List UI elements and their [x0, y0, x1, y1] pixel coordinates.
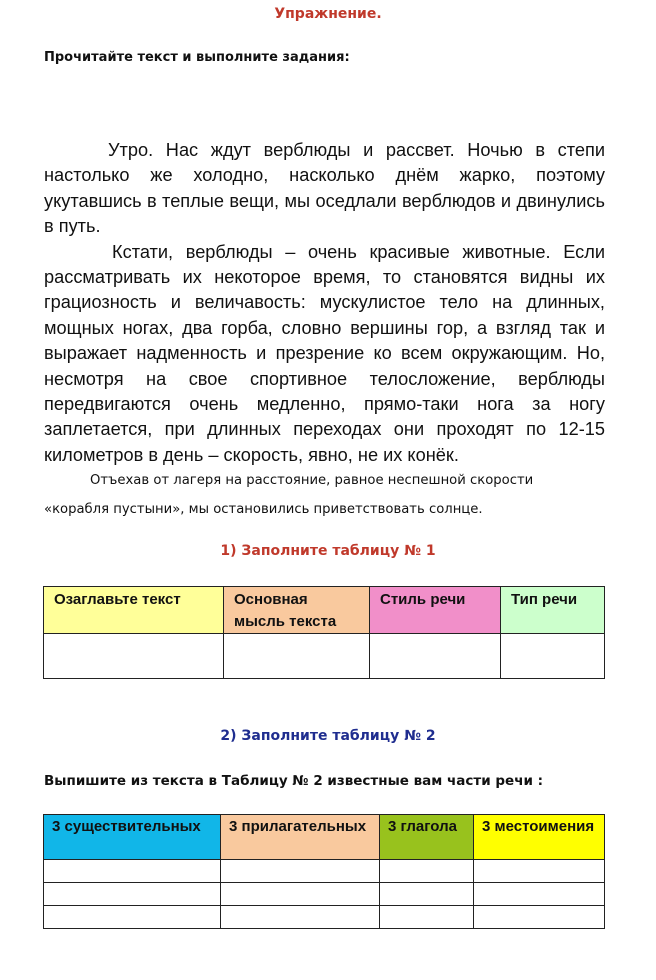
task-2-instruction: Выпишите из текста в Таблицу № 2 известные вам части речи :	[44, 773, 544, 789]
table-1-answer-cell[interactable]	[501, 634, 605, 679]
table-1-header-speech-type	[501, 587, 605, 634]
table-1-header-title	[44, 587, 224, 634]
table-1-header-main-idea	[224, 587, 370, 634]
table-2-header-verbs-label: 3 глагола	[388, 818, 457, 835]
table-2-answer-cell[interactable]	[221, 883, 380, 906]
table-1-answer-cell[interactable]	[44, 634, 224, 679]
table-2-answer-cell[interactable]	[44, 906, 221, 929]
table-2-answer-cell[interactable]	[44, 860, 221, 883]
table-row	[44, 860, 605, 883]
table-1-answer-cell[interactable]	[370, 634, 501, 679]
table-1-answer-cell[interactable]	[224, 634, 370, 679]
table-row	[44, 883, 605, 906]
table-2-header-nouns	[44, 815, 221, 860]
table-2-answer-cell[interactable]	[474, 906, 605, 929]
table-1-header-row	[44, 587, 605, 634]
table-1-header-main-idea-label: Основная мысль текста	[234, 591, 337, 630]
exercise-title: Упражнение.	[274, 6, 382, 22]
table-1-header-speech-style	[370, 587, 501, 634]
table-1-header-speech-type-label: Тип речи	[511, 591, 578, 608]
table-2-answer-cell[interactable]	[221, 860, 380, 883]
table-2-answer-cell[interactable]	[380, 906, 474, 929]
table-2-header-pronouns	[474, 815, 605, 860]
text-paragraph-2: Кстати, верблюды – очень красивые животные. Если рассматривать их некоторое время, то становятся видны их грациозность и величавость: мускулистое тело на длинных, мощных ногах, два горба, словно вершины гор, а взгляд так и выражает надменность и презрение ко всем окружающим. Но, несмотря на свое спортивное телосложение, верблюды передвигаются очень медленно, прямо-таки нога за ногу заплетается, при длинных переходах они проходят по 12-15 километров в день – скорость, явно, не их конёк.	[44, 241, 605, 465]
table-row	[44, 634, 605, 679]
table-2-answer-cell[interactable]	[474, 860, 605, 883]
table-2-header-pronouns-label: 3 местоимения	[482, 818, 595, 835]
table-2-answer-cell[interactable]	[380, 860, 474, 883]
table-2-answer-cell[interactable]	[380, 883, 474, 906]
table-2-answer-cell[interactable]	[44, 883, 221, 906]
text-paragraph-3-line-2: «корабля пустыни», мы остановились приветствовать солнце.	[44, 502, 483, 517]
reading-instruction: Прочитайте текст и выполните задания:	[44, 50, 350, 65]
table-2-header-adjectives	[221, 815, 380, 860]
table-1	[43, 586, 605, 679]
table-row	[44, 906, 605, 929]
text-paragraph-3-line-1: Отъехав от лагеря на расстояние, равное неспешной скорости	[90, 473, 534, 488]
table-2-answer-cell[interactable]	[474, 883, 605, 906]
table-2-header-adjectives-label: 3 прилагательных	[229, 818, 367, 835]
table-1-header-title-label: Озаглавьте текст	[54, 591, 181, 608]
table-2-header-row	[44, 815, 605, 860]
reading-text	[44, 138, 605, 468]
table-1-header-speech-style-label: Стиль речи	[380, 591, 466, 608]
table-2-answer-cell[interactable]	[221, 906, 380, 929]
task-2-heading: 2) Заполните таблицу № 2	[220, 728, 436, 744]
text-paragraph-1: Утро. Нас ждут верблюды и рассвет. Ночью в степи настолько же холодно, насколько днём жарко, поэтому укутавшись в теплые вещи, мы оседлали верблюдов и двинулись в путь.	[44, 140, 605, 237]
text-paragraph-3	[44, 466, 614, 524]
table-2	[43, 814, 605, 929]
table-2-header-verbs	[380, 815, 474, 860]
task-1-heading: 1) Заполните таблицу № 1	[220, 543, 436, 559]
table-2-header-nouns-label: 3 существительных	[52, 818, 201, 835]
